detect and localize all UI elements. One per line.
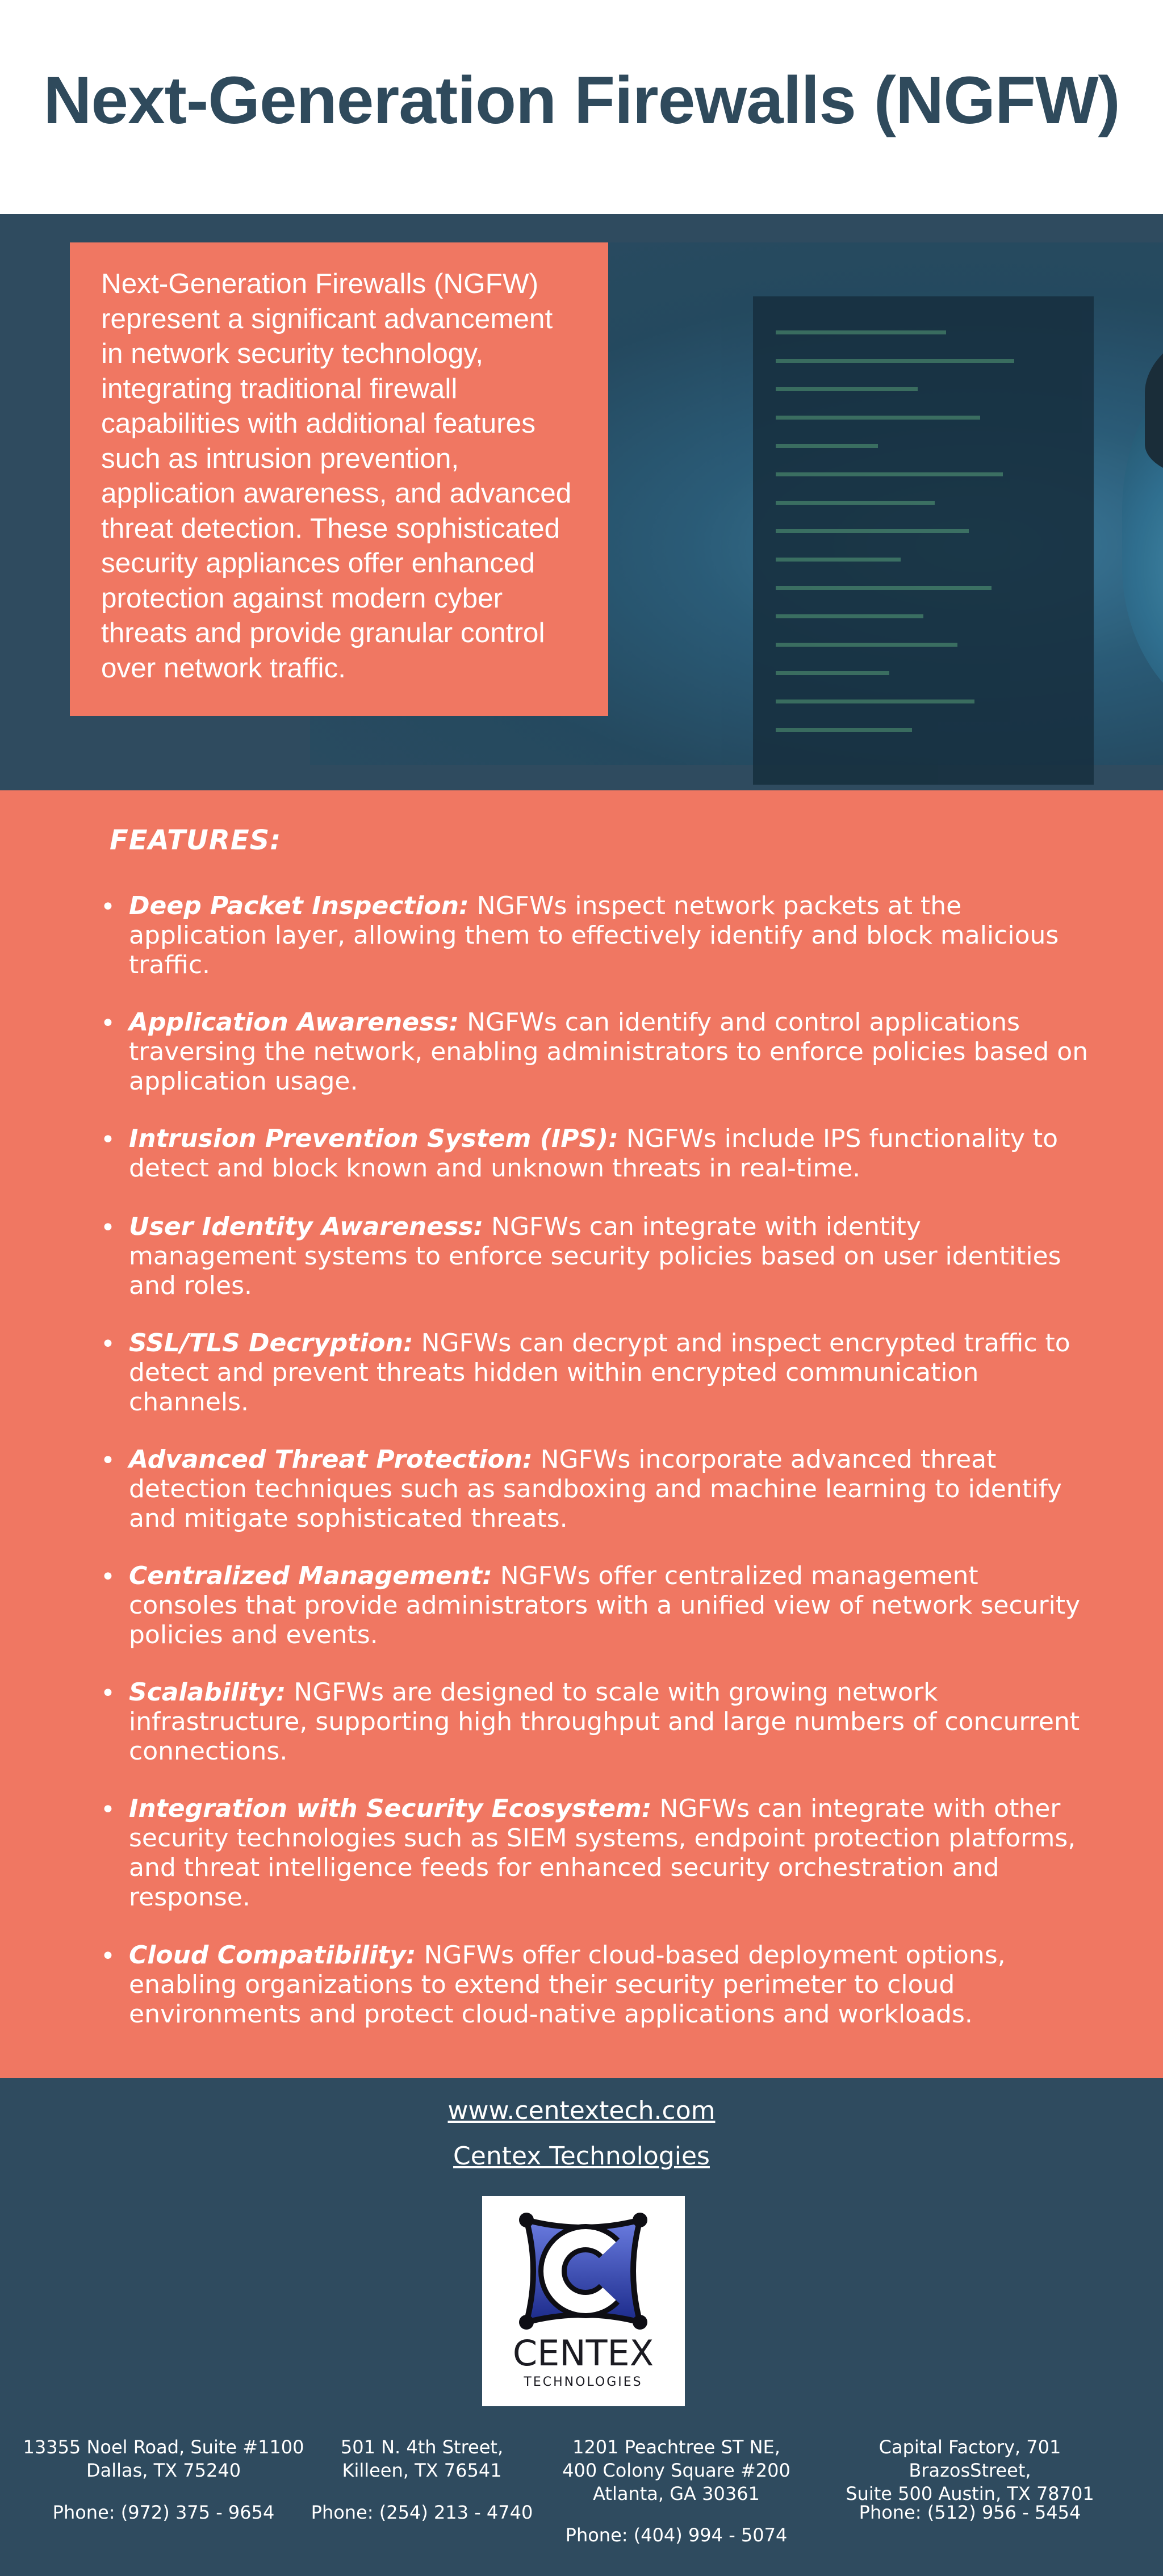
intro-text: Next-Generation Firewalls (NGFW) represent a significant advancement in network security technology, integrating traditional firewall capabilities with additional features such as intrusion prevention, application awareness, and advanced threat detection. These sophisticated security appliances offer enhanced protection against modern cyber threats and provide granular control over network traffic. <box>101 268 572 684</box>
feature-text: NGFWs can integrate with other security technologies such as SIEM systems, endpoint protection platforms, and threat intelligence feeds for enhanced security orchestration and response. <box>129 1794 1076 1912</box>
office-phone: Phone: (254) 213 - 4740 <box>311 2502 533 2523</box>
feature-text: NGFWs incorporate advanced threat detection techniques such as sandboxing and machine learning to identify and mitigate sophisticated threats. <box>129 1445 1062 1533</box>
bullet-icon: • <box>101 1213 115 1242</box>
address-line: Suite 500 Austin, TX 78701 <box>846 2483 1094 2504</box>
intro-box <box>70 242 608 716</box>
feature-term: Centralized Management: <box>129 1561 492 1590</box>
feature-term: Intrusion Prevention System (IPS): <box>129 1124 618 1153</box>
cap-silhouette <box>1145 308 1163 478</box>
centex-logo-icon <box>482 2196 685 2406</box>
feature-item <box>101 1794 1094 1912</box>
feature-item <box>101 1329 1094 1417</box>
feature-item <box>101 1941 1094 2029</box>
bullet-icon: • <box>101 1942 115 1971</box>
feature-item <box>101 1124 1094 1183</box>
bullet-icon: • <box>101 1563 115 1591</box>
bullet-icon: • <box>101 893 115 922</box>
feature-term: Scalability: <box>129 1678 286 1707</box>
feature-text: NGFWs can decrypt and inspect encrypted traffic to detect and prevent threats hidden within encrypted communication channels. <box>129 1329 1070 1417</box>
feature-item <box>101 1008 1094 1096</box>
bullet-icon: • <box>101 1679 115 1708</box>
address-line: Atlanta, GA 30361 <box>593 2483 760 2504</box>
office-phone: Phone: (404) 994 - 5074 <box>565 2524 788 2546</box>
address-line: 1201 Peachtree ST NE, <box>572 2436 780 2458</box>
address-line: 501 N. 4th Street, <box>340 2436 504 2458</box>
feature-item <box>101 1678 1094 1766</box>
company-link[interactable]: Centex Technologies <box>453 2142 710 2171</box>
monitor-graphic <box>753 296 1094 785</box>
address-line: Capital Factory, 701 BrazosStreet, <box>878 2436 1061 2481</box>
feature-term: SSL/TLS Decryption: <box>129 1329 413 1358</box>
feature-text: NGFWs offer centralized management consoles that provide administrators with a unified view of network security policies and events. <box>129 1561 1081 1649</box>
feature-term: Integration with Security Ecosystem: <box>129 1794 652 1823</box>
office-address <box>280 2436 564 2482</box>
office-address <box>828 2436 1112 2506</box>
feature-text: NGFWs are designed to scale with growing network infrastructure, supporting high throughput and large numbers of concurrent connections. <box>129 1678 1080 1766</box>
features-heading: FEATURES: <box>110 824 282 856</box>
page-title: Next-Generation Firewalls (NGFW) <box>43 63 1120 138</box>
logo-wordmark: CENTEX <box>512 2332 654 2374</box>
feature-text: NGFWs include IPS functionality to detect and block known and unknown threats in real-time. <box>129 1124 1059 1183</box>
website-link[interactable]: www.centextech.com <box>447 2096 716 2125</box>
logo-tagline: TECHNOLOGIES <box>524 2375 643 2389</box>
bullet-icon: • <box>101 1125 115 1154</box>
company-logo <box>482 2196 685 2406</box>
feature-term: Deep Packet Inspection: <box>129 891 469 920</box>
address-line: Killeen, TX 76541 <box>342 2460 502 2481</box>
feature-term: Advanced Threat Protection: <box>129 1445 533 1474</box>
office-address <box>22 2436 306 2482</box>
bullet-icon: • <box>101 1330 115 1359</box>
feature-item <box>101 891 1094 980</box>
address-line: 400 Colony Square #200 <box>562 2460 790 2481</box>
hero-section <box>0 214 1163 790</box>
feature-item <box>101 1445 1094 1534</box>
office-address <box>534 2436 818 2506</box>
feature-text: NGFWs offer cloud-based deployment options, enabling organizations to extend their security perimeter to cloud environments and protect cloud-native applications and workloads. <box>129 1941 1006 2029</box>
bullet-icon: • <box>101 1795 115 1824</box>
feature-item <box>101 1561 1094 1650</box>
feature-term: Application Awareness: <box>129 1008 459 1037</box>
feature-text: NGFWs can integrate with identity management systems to enforce security policies based on user identities and roles. <box>129 1212 1061 1300</box>
feature-text: NGFWs can identify and control applications traversing the network, enabling administrators to enforce policies based on application usage. <box>129 1008 1089 1096</box>
bullet-icon: • <box>101 1009 115 1038</box>
feature-text: NGFWs inspect network packets at the application layer, allowing them to effectively identify and block malicious traffic. <box>129 891 1059 979</box>
bullet-icon: • <box>101 1446 115 1475</box>
address-line: Dallas, TX 75240 <box>86 2460 241 2481</box>
feature-term: Cloud Compatibility: <box>129 1941 416 1970</box>
office-phone: Phone: (512) 956 - 5454 <box>859 2502 1081 2523</box>
feature-term: User Identity Awareness: <box>129 1212 484 1241</box>
address-line: 13355 Noel Road, Suite #1100 <box>23 2436 304 2458</box>
office-phone: Phone: (972) 375 - 9654 <box>52 2502 275 2523</box>
feature-item <box>101 1212 1094 1301</box>
header <box>0 0 1163 214</box>
